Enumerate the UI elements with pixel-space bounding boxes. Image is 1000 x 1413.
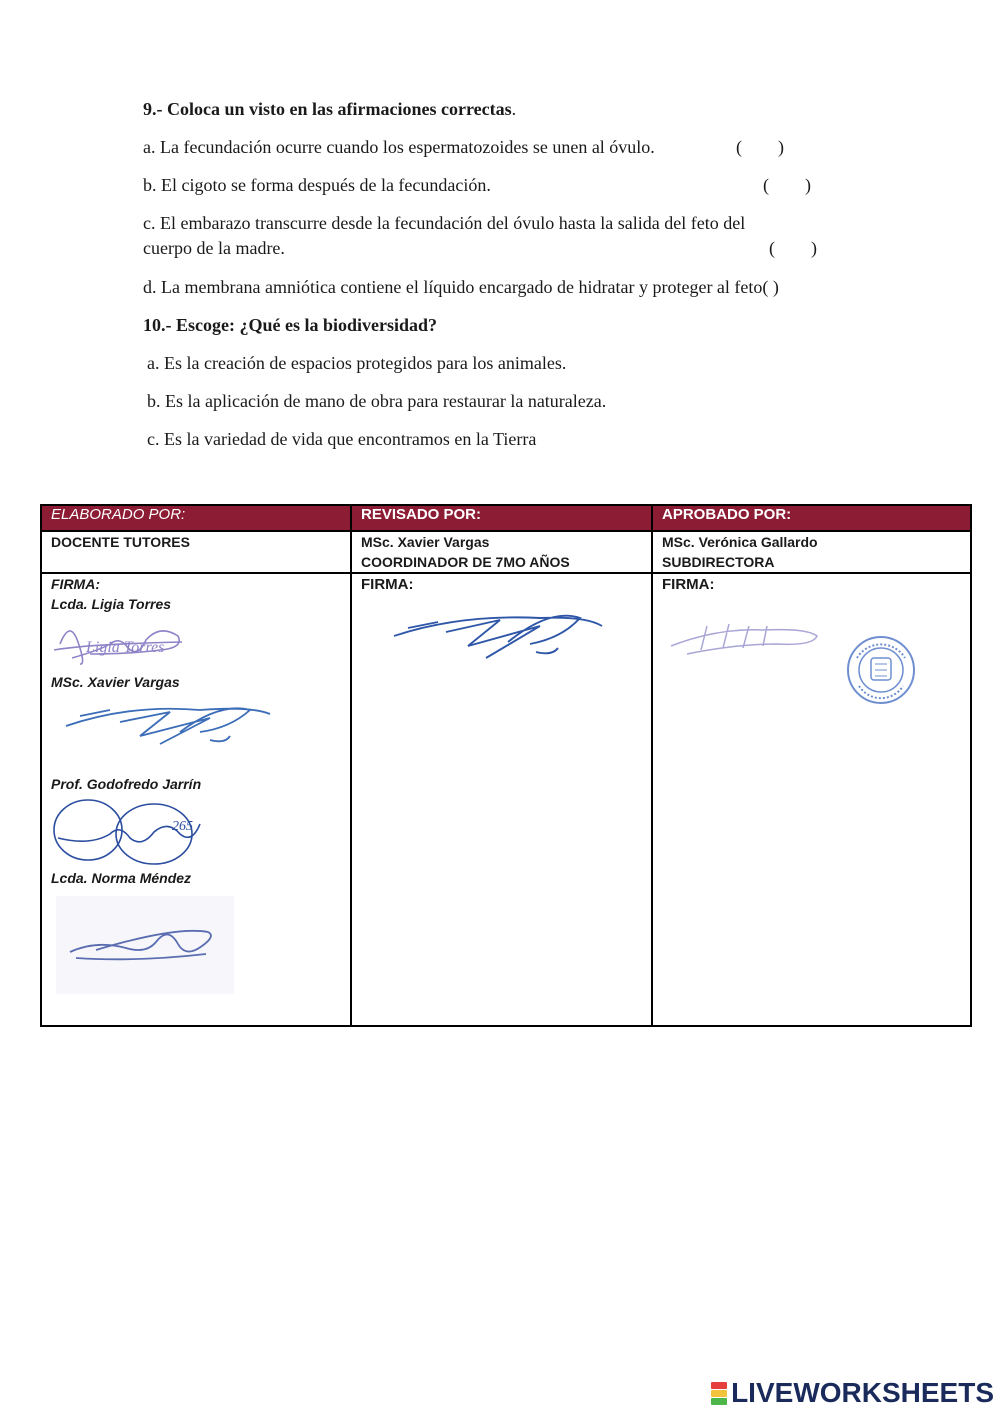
school-stamp-seal (845, 634, 917, 706)
question-9-title-text: 9.- Coloca un visto en las afirmaciones correctas (143, 99, 512, 119)
q9-item-b-checkbox[interactable]: ( ) (763, 175, 811, 195)
approval-header-row (41, 505, 971, 531)
info-revisado (351, 531, 652, 573)
liveworksheets-brand (711, 1377, 994, 1409)
signer-xavier-vargas: MSc. Xavier Vargas (51, 674, 180, 690)
signature-xavier-vargas-1 (60, 692, 280, 758)
q9-item-c-checkbox[interactable]: ( ) (769, 238, 817, 258)
approval-table (40, 504, 972, 1027)
signature-cell-aprobado (652, 573, 971, 1026)
signer-ligia-torres: Lcda. Ligia Torres (51, 596, 172, 612)
revisado-role: COORDINADOR DE 7MO AÑOS (361, 554, 570, 570)
firma-label-2: FIRMA: (361, 576, 414, 593)
q9-item-b: b. El cigoto se forma después de la fecundación. (143, 175, 491, 195)
signer-godofredo-jarrin: Prof. Godofredo Jarrín (51, 776, 202, 792)
header-elaborado: ELABORADO POR: (41, 505, 351, 531)
q9-item-c-line1: c. El embarazo transcurre desde la fecundación del óvulo hasta la salida del feto del (143, 213, 746, 233)
question-9-title (143, 97, 516, 121)
signer-norma-mendez: Lcda. Norma Méndez (51, 870, 192, 886)
question-9-title-period: . (511, 99, 517, 119)
q9-item-d (143, 275, 779, 299)
liveworksheets-logo-icon (711, 1382, 727, 1405)
info-docente-tutores: DOCENTE TUTORES (41, 531, 351, 573)
signature-cell-revisado (351, 573, 652, 1026)
question-10-title: 10.- Escoge: ¿Qué es la biodiversidad? (143, 315, 438, 335)
firma-label-3: FIRMA: (662, 576, 715, 593)
revisado-name: MSc. Xavier Vargas (361, 534, 490, 550)
aprobado-role: SUBDIRECTORA (662, 554, 775, 570)
aprobado-name: MSc. Verónica Gallardo (662, 534, 818, 550)
q9-item-a: a. La fecundación ocurre cuando los espermatozoides se unen al óvulo. (143, 137, 655, 157)
signature-veronica-gallardo (667, 616, 823, 660)
liveworksheets-brand-text: LIVEWORKSHEETS (731, 1377, 994, 1408)
q9-item-d-checkbox[interactable]: ( ) (762, 277, 779, 297)
q10-option-b[interactable]: b. Es la aplicación de mano de obra para restaurar la naturaleza. (147, 391, 607, 411)
firma-label-1: FIRMA: (51, 576, 100, 592)
q10-option-c[interactable]: c. Es la variedad de vida que encontramos en la Tierra (147, 429, 537, 449)
q9-item-c-line2: cuerpo de la madre. (143, 238, 285, 258)
signature-cell-elaborado (41, 573, 351, 1026)
q9-item-d-text: d. La membrana amniótica contiene el líquido encargado de hidratar y proteger al feto (143, 277, 763, 297)
info-aprobado (652, 531, 971, 573)
signature-norma-mendez (56, 896, 236, 996)
header-aprobado: APROBADO POR: (652, 505, 971, 531)
approval-info-row (41, 531, 971, 573)
svg-text:265: 265 (172, 819, 193, 834)
svg-text:Ligia Torres: Ligia Torres (86, 639, 165, 656)
signature-ligia-torres (50, 614, 190, 672)
signature-godofredo-jarrin (50, 794, 210, 868)
approval-signature-row (41, 573, 971, 1026)
header-revisado: REVISADO POR: (351, 505, 652, 531)
q10-option-a[interactable]: a. Es la creación de espacios protegidos para los animales. (147, 353, 567, 373)
signature-xavier-vargas-2 (390, 602, 604, 672)
q9-item-a-checkbox[interactable]: ( ) (736, 137, 784, 157)
